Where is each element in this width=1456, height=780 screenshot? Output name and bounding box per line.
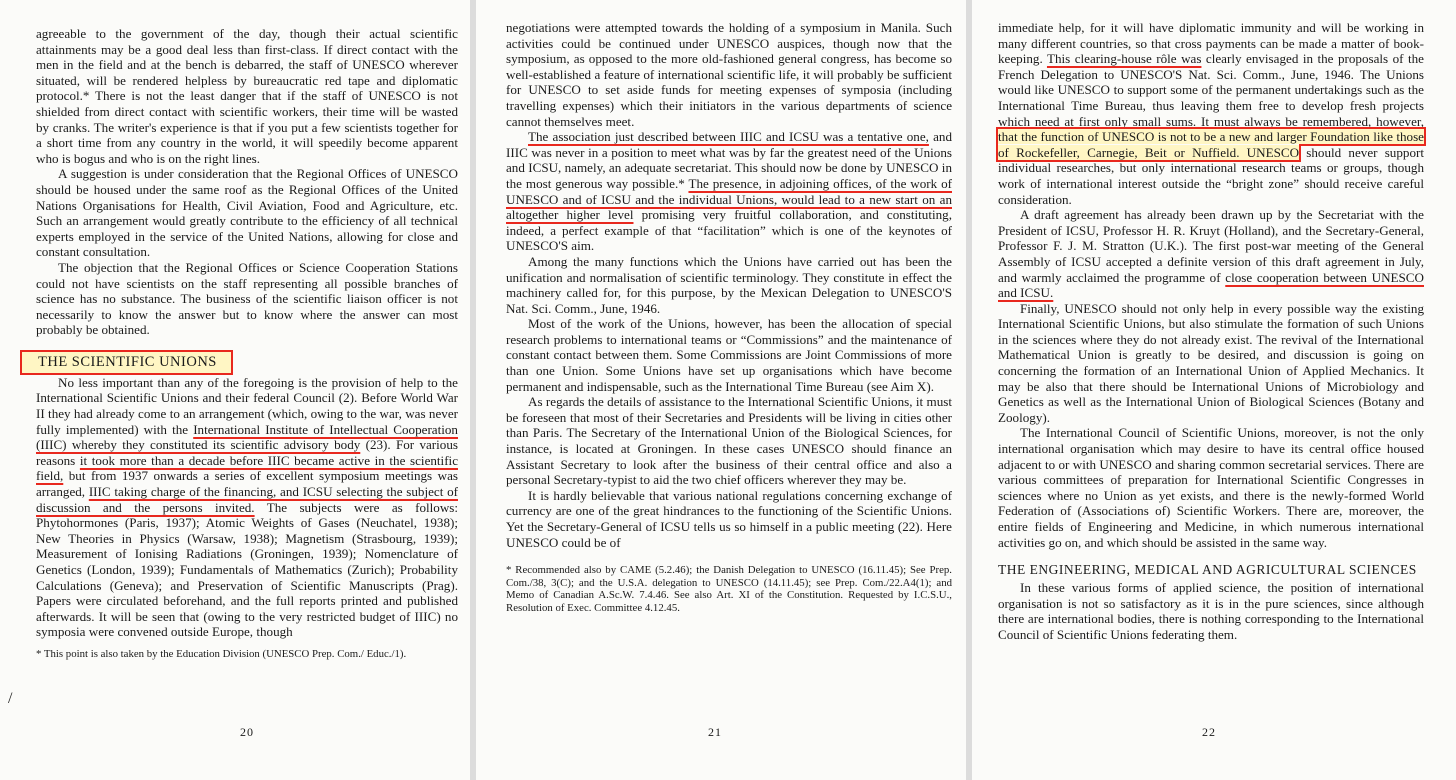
paragraph: Most of the work of the Unions, however, has been the allocation of special research problems to international teams or “Commissions” and the maintenance of constant contact between them. Some Commissions are Joint Commissions of more than one Union. Some Unions have set up organisations which have become permanent and indispensable, such as the International Time Bureau (see Aim X).: [506, 316, 952, 394]
text-run: and IIIC was never in a position to meet what was by far the greatest need of the Unions and ICSU, namely, an adequate secretariat. This should now be done by UNESCO in the most generous way possible.*: [506, 129, 952, 191]
pen-mark-icon: /: [8, 690, 13, 707]
page-22: [972, 0, 1456, 780]
paragraph: negotiations were attempted towards the holding of a symposium in Manila. Such activities could be continued under UNESCO auspices, though now that the symposium, as opposed to the more old-fashioned general congress, has become so well-established a feature of international scientific life, it will probably be sufficient for UNESCO to set aside funds for meeting expenses of symposia (including travelling expenses) which their initiators in the various departments of science cannot themselves meet.: [506, 20, 952, 129]
footnote: * Recommended also by CAME (5.2.46); the Danish Delegation to UNESCO (16.11.45); See Prep. Com./38, 3(C); and the U.S.A. delegation to UNESCO (14.11.45); see Prep. Com./22.A4(1); and Memo of Canadian A.Sc.W. 7.4.46. See also Art. XI of the Constitution. Requested by I.C.S.U., Resolution of Exec. Committee 4.12.45.: [506, 564, 952, 614]
paragraph: [36, 375, 458, 640]
text-run: The subjects were as follows: Phytohormones (Paris, 1937); Atomic Weights of Gases (Neuchatel, 1938); New Theories in Physics (Warsaw, 1938); Magnetism (Strasbourg, 1939); Measurement of Ionising Radiations (Groningen, 1939); Nomenclature of Genetics (London, 1939); Fundamentals of Mathematics (Zurich); Probability Calculations (Geneva); and Preservation of Scientific Manuscripts (Prag). Papers were circulated beforehand, and the full reports printed and published afterwards. It will be seen that (owing to the very restricted budget of IIIC) no symposia were convened outside Europe, though: [36, 499, 459, 640]
highlight-underline: The presence, in adjoining offices, of the work of UNESCO and of ICSU and the individual Unions, would lead to a new start on an altogether higher level: [506, 175, 952, 223]
paragraph: agreeable to the government of the day, though their actual scientific attainments may be a good deal less than first-class. If direct contact with the men in the field and at the bench is debarred, the staff of UNESCO wherever situated, will be rendered helpless by bureaucratic red tape and diplomatic protocol.* There is not the least danger that if the staff of UNESCO is not shielded from direct contact with scientific workers, their time will be wasted by cranks. The writer's experience is that if you put a few scientists together for a short time from any country in the world, it will speedily become apparent who is bogus and who is on the right lines.: [36, 26, 458, 166]
paragraph: It is hardly believable that various national regulations concerning exchange of currency are one of the great hindrances to the functioning of the Scientific Unions. Yet the Secretary-General of ICSU tells us so himself in a public meeting (22). Here UNESCO could be of: [506, 487, 952, 550]
highlight-box: that the function of UNESCO is not to be a new and larger Foundation like those of Rockefeller, Carnegie, Beit or Nuffield. UNESCO: [998, 129, 1424, 160]
paragraph: [998, 20, 1424, 207]
section-heading-scientific-unions: THE SCIENTIFIC UNIONS: [22, 352, 231, 373]
text-run: promising very fruitful collaboration, and constituting, indeed, a perfect example of that “facilitation” which is one of the keynotes of UNESCO'S aim.: [506, 207, 952, 254]
paragraph: As regards the details of assistance to the International Scientific Unions, it must be foreseen that most of their Secretaries and Presidents will be living in cities other than Paris. The Secretary of the International Union of the Biological Sciences, for instance, is located at Groningen. In these cases UNESCO should finance an Assistant Secretary to look after the business of their central office and also a personal Secretary-typist to aid the two chief officers wherever they may be.: [506, 394, 952, 488]
page-number: 22: [1202, 725, 1216, 739]
text-run: should never support individual researches, but only international research teams or groups, though work of international interest outside the “bright zone” should receive careful consideration.: [998, 144, 1424, 207]
paragraph: Among the many functions which the Unions have carried out has been the unification and normalisation of scientific terminology. They constitute in effect the machinery called for, for this purpose, by the Mexican Delegation to UNESCO'S Nat. Sci. Comm., June, 1946.: [506, 253, 952, 316]
footnote: * This point is also taken by the Education Division (UNESCO Prep. Com./ Educ./1).: [36, 647, 407, 660]
paragraph: Finally, UNESCO should not only help in every possible way the existing International Scientific Unions, but also stimulate the formation of such Unions in the sciences where they do not already exist. The revival of the International Mathematical Union is greatly to be desired, and discussion is going on concerning the formation of an International Union of Applied Mechanics. It may be also that there should be International Unions of Microbiology and Genetics as well as the International Union of Biological Sciences (Botany and Zoology).: [998, 300, 1424, 425]
text-run: immediate help, for it will have diplomatic immunity and will be working in many different countries, so that cross payments can be made a matter of book-keeping.: [998, 20, 1424, 67]
highlight-underline: it took more than a decade before IIIC became active in the scientific field,: [36, 452, 459, 484]
paragraph: The International Council of Scientific Unions, moreover, is not the only international organisation which may desire to have its central office housed adjacent to or with UNESCO and sharing common secretarial services. There are various committees of preparation for International Scientific Congresses in sciences where no Union as yet exists, and there is the newly-formed World Federation of (Associations of) Scientific Workers. There are, moreover, the entire fields of Engineering and Medicine, in which numerous international activities go on, and which should be assisted in the same way.: [998, 425, 1424, 550]
page-number: 20: [240, 725, 254, 739]
text-run: (23). For various reasons: [36, 437, 458, 468]
highlight-underline: close cooperation between UNESCO and ICSU.: [998, 269, 1424, 301]
page-21: [476, 0, 966, 780]
text-run: but from 1937 onwards a series of excellent symposium meetings was arranged,: [36, 468, 458, 500]
highlight-underline: International Institute of Intellectual Cooperation (IIIC) whereby they constituted its scientific advisory body: [36, 421, 458, 453]
paragraph: The objection that the Regional Offices or Science Cooperation Stations could not have scientists on the staff representing all possible branches of science has no substance. The business of the scientific liaison officer is not necessarily to know the answer but to know where the answer can most probably be obtained.: [36, 259, 458, 338]
paragraph: [506, 129, 952, 254]
paragraph: [998, 207, 1424, 301]
text-run: No less important than any of the foregoing is the provision of help to the International Scientific Unions and their federal Council (2). Before World War II they had already come to an arrangement (which, owing to the war, was never fully implemented) with the: [36, 374, 458, 437]
text-run: clearly envisaged in the proposals of the French Delegation to UNESCO'S Nat. Sci. Comm., June, 1946. The Unions would like UNESCO to support some of the permanent undertakings such as the International Time Bureau, thus leaving them free to develop fresh projects which need at first only small sums. It must always be remembered, however,: [998, 51, 1424, 129]
highlight-underline: The association just described between IIIC and ICSU was a tentative one,: [528, 129, 929, 145]
highlight-underline: This clearing-house rôle was: [1046, 51, 1202, 67]
section-heading-engineering: THE ENGINEERING, MEDICAL AND AGRICULTURAL SCIENCES: [998, 562, 1417, 578]
highlight-underline: IIIC taking charge of the financing, and ICSU selecting the subject of discussion and the persons invited.: [36, 484, 459, 515]
paragraph: A suggestion is under consideration that the Regional Offices of UNESCO should be housed under the same roof as the Regional Offices of the United Nations Organisations for Health, Civil Aviation, Food and Agriculture, etc. Such an arrangement would greatly contribute to the efficiency of all technical experts employed in the service of the United Nations, allowing for close and constant consultation.: [36, 166, 458, 260]
paragraph: In these various forms of applied science, the position of international organisation is not so satisfactory as it is in the pure sciences, since although there are international bodies, there is nothing corresponding to the International Council of Scientific Unions federating them.: [998, 580, 1424, 642]
page-number: 21: [708, 725, 722, 739]
page-20: [0, 0, 470, 780]
text-run: A draft agreement has already been drawn up by the Secretariat with the President of ICSU, Professor H. R. Kruyt (Holland), and the Secretary-General, Professor F. J. M. Stratton (U.K.). The first post-war meeting of the General Assembly of ICSU accepted a definite version of this draft agreement in July, and warmly acclaimed the programme of: [998, 207, 1424, 285]
